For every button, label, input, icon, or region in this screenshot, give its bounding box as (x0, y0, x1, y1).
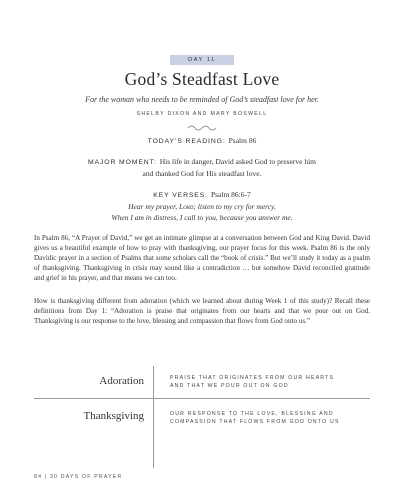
key-verse-line2: When I am in distress, I call to you, because you answer me. (111, 213, 293, 222)
page-subtitle: For the woman who needs to be reminded of God’s steadfast love for her. (85, 95, 319, 104)
day-badge: DAY 11 (170, 55, 234, 65)
key-verses (0, 189, 404, 223)
major-moment-label: MAJOR MOMENT: (87, 159, 157, 166)
definition-text-thanksgiving: OUR RESPONSE TO THE LOVE, BLESSING AND COMPASSION THAT FLOWS FROM GOD ONTO US (170, 411, 340, 425)
squiggle-divider-icon (187, 123, 217, 131)
todays-reading (0, 136, 404, 145)
page-footer: 84 | 30 DAYS OF PRAYER (34, 474, 123, 480)
key-verses-label: KEY VERSES: (153, 192, 208, 199)
body-paragraph-2: How is thanksgiving different from adoration (which we learned about during Week 1 of this study)? Recall these definitions from Day 1: “Adoration is praise that originates from our hearts and that we pour out on God. Thanksgiving is our response to the love, blessing and compassion that flows from God onto us.” (34, 297, 370, 325)
key-verses-ref: Psalm 86:6-7 (210, 190, 251, 199)
body-paragraph-1: In Psalm 86, “A Prayer of David,” we get an intimate glimpse at a conversation between God and King David. David gives us a beautiful example of how to pray with thanksgiving, our prayer focus for this week. Psalm 86 is the only Davidic prayer in a section of Psalms that some scholars call the “book of crisis.” But we’ll study it today as a psalm of thanksgiving. Thanksgiving in crisis may sound like a contradiction … but somehow David reconciled gratitude and grief in his prayer, and that means we can too. (34, 234, 370, 282)
todays-reading-value: Psalm 86 (228, 136, 257, 145)
definition-text-adoration: PRAISE THAT ORIGINATES FROM OUR HEARTS AND THAT WE POUR OUT ON GOD (170, 375, 335, 389)
key-verse-line1 (0, 201, 404, 212)
authors-byline: SHELBY DIXON AND MARY BOSWELL (136, 111, 268, 117)
key-verse-lord: Lord (178, 202, 194, 211)
major-moment-line1: His life in danger, David asked God to preserve him (159, 157, 317, 166)
major-moment-line2: and thanked God for His steadfast love. (142, 169, 262, 178)
key-verse-line1-pre: Hear my prayer, (128, 202, 179, 211)
major-moment (0, 156, 404, 179)
definition-grid-horizontal-rule (34, 398, 370, 399)
todays-reading-label: TODAY’S READING: (147, 138, 226, 145)
definition-term-adoration: Adoration (99, 375, 144, 387)
definition-grid-vertical-rule (153, 366, 154, 468)
key-verse-line1-post: ; listen to my cry for mercy. (193, 202, 276, 211)
page-title: God’s Steadfast Love (124, 69, 280, 89)
definition-term-thanksgiving: Thanksgiving (83, 410, 144, 422)
